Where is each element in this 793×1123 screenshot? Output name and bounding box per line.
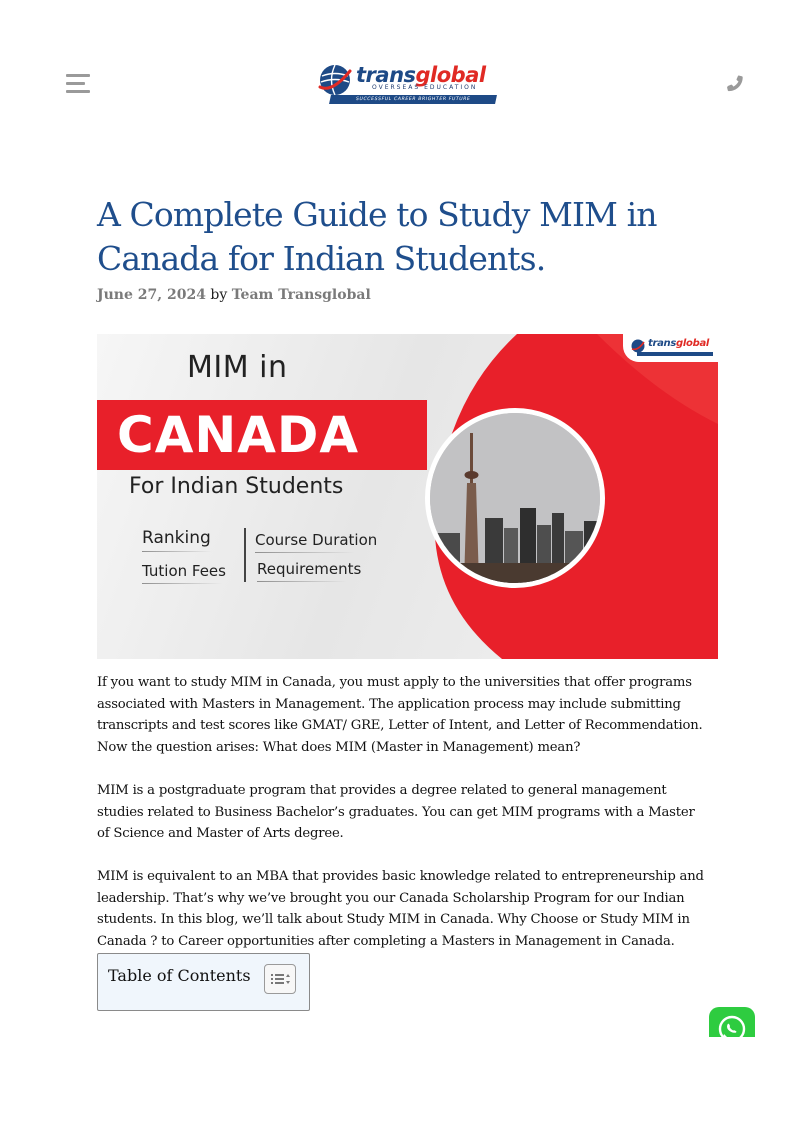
toc-toggle-button[interactable] — [264, 964, 296, 994]
hero-item-duration: Course Duration — [255, 531, 377, 549]
logo-brand-name: transglobal — [356, 63, 486, 87]
hero-item-fees: Tution Fees — [142, 562, 226, 580]
post-date: June 27, 2024 — [97, 287, 206, 303]
article-paragraph-1: If you want to study MIM in Canada, you must apply to the universities that offer programs associated with Masters in Management. The application process may include submitting transcripts and test scores like GMAT/ GRE, Letter of Intent, and Letter of Recommendation. Now the question arises: What does MIM (Master in Management) mean? — [97, 675, 703, 755]
phone-icon[interactable] — [724, 72, 746, 94]
hero-divider — [244, 528, 246, 582]
article-title: A Complete Guide to Study MIM in Canada for Indian Students. — [97, 195, 657, 278]
article-meta — [97, 287, 371, 303]
hero-brand-text: transglobal — [648, 338, 710, 349]
list-toggle-icon — [265, 965, 295, 993]
globe-logo-icon — [318, 63, 352, 97]
by-label: by — [210, 287, 228, 303]
hero-item-ranking: Ranking — [142, 528, 211, 548]
hamburger-menu-icon[interactable] — [66, 74, 90, 94]
whatsapp-icon — [709, 1007, 755, 1037]
table-of-contents — [97, 953, 310, 1011]
article-paragraph-3: MIM is equivalent to an MBA that provides basic knowledge related to entrepreneurship and leadership. That’s why we’ve brought you our Canada Scholarship Program for our Indian students. In this blog, we’ll talk about Study MIM in Canada. Why Choose or Study MIM in Canada ? to Career opportunities after completing a Masters in Management in Canada. — [97, 869, 704, 949]
hero-image — [97, 334, 718, 659]
author-link[interactable]: Team Transglobal — [231, 287, 371, 303]
whatsapp-button[interactable] — [709, 1007, 755, 1037]
hero-globe-icon — [631, 339, 645, 353]
hero-brand-bar — [637, 352, 713, 356]
hero-item-requirements: Requirements — [257, 560, 361, 578]
toronto-skyline-photo — [425, 408, 605, 588]
hero-brand-chip — [623, 334, 718, 362]
logo-tagline: SUCCESSFUL CAREER BRIGHTER FUTURE — [329, 95, 497, 104]
site-header — [0, 0, 793, 170]
site-logo[interactable] — [318, 63, 498, 105]
toc-title: Table of Contents — [108, 966, 251, 985]
article-paragraph-2: MIM is a postgraduate program that provides a degree related to general management studies related to Business Bachelor’s graduates. You can get MIM programs with a Master of Science and Master of Arts degree. — [97, 783, 695, 842]
hero-country-heading: CANADA — [117, 406, 360, 464]
hero-audience: For Indian Students — [129, 474, 344, 499]
hero-mim-heading: MIM in — [187, 350, 288, 385]
logo-subtitle: OVERSEAS EDUCATION — [372, 84, 478, 91]
